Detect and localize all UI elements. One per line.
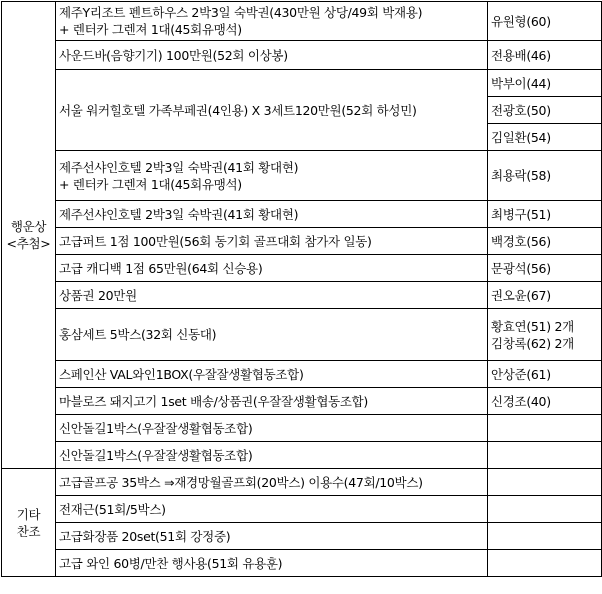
- prize-item: 전재근(51회/5박스): [56, 496, 488, 523]
- category-label: 행운상: [10, 219, 47, 234]
- winner: 문광석(56): [488, 255, 602, 282]
- table-row: [2, 201, 602, 228]
- prize-item: 상품권 20만원: [56, 282, 488, 309]
- winner: 전광호(50): [488, 97, 602, 124]
- table-row: [2, 309, 602, 361]
- winner: 안상준(61): [488, 361, 602, 388]
- table-row: [2, 2, 602, 41]
- table-row: [2, 41, 602, 70]
- prize-item: 신안돌길1박스(우잘잘생활협동조합): [56, 415, 488, 442]
- winner: 김일환(54): [488, 124, 602, 151]
- table-row: [2, 151, 602, 201]
- winner: [488, 496, 602, 523]
- winner: 박부이(44): [488, 70, 602, 97]
- prize-item: 신안돌길1박스(우잘잘생활협동조합): [56, 442, 488, 469]
- category-label: 기타: [16, 506, 41, 522]
- prize-item: 제주선샤인호텔 2박3일 숙박권(41회 황대현) + 렌터카 그렌져 1대(45회유맹석): [56, 151, 488, 201]
- table-row: [2, 282, 602, 309]
- prize-item: 고급화장품 20set(51회 강정중): [56, 523, 488, 550]
- prize-item: 마블로즈 돼지고기 1set 배송/상품권(우잘잘생활협동조합): [56, 388, 488, 415]
- table-row: [2, 415, 602, 442]
- winner: 백경호(56): [488, 228, 602, 255]
- table-row: [2, 361, 602, 388]
- table-row: [2, 388, 602, 415]
- winner: 유원형(60): [488, 2, 602, 41]
- winner: 최병구(51): [488, 201, 602, 228]
- prize-item: 제주Y리조트 펜트하우스 2박3일 숙박권(430만원 상당/49회 박재용) + 렌터카 그렌져 1대(45회유맹석): [56, 2, 488, 41]
- prize-item: 제주선샤인호텔 2박3일 숙박권(41회 황대현): [56, 201, 488, 228]
- prize-item: 서울 워커힐호텔 가족부페권(4인용) X 3세트120만원(52회 하성민): [56, 70, 488, 151]
- prize-item: 고급 와인 60병/만찬 행사용(51회 유용훈): [56, 550, 488, 577]
- winner: 신경조(40): [488, 388, 602, 415]
- table-row: [2, 70, 602, 97]
- prize-table: [1, 1, 602, 577]
- winner: 최용락(58): [488, 151, 602, 201]
- category-sublabel: <추첨>: [6, 236, 51, 251]
- table-row: [2, 469, 602, 496]
- table-row: [2, 496, 602, 523]
- winner: [488, 550, 602, 577]
- prize-item: 고급골프공 35박스 ⇒재경망월골프회(20박스) 이용수(47회/10박스): [56, 469, 488, 496]
- winner: 전용배(46): [488, 41, 602, 70]
- prize-item: 스페인산 VAL와인1BOX(우잘잘생활협동조합): [56, 361, 488, 388]
- table-row: [2, 442, 602, 469]
- table-row: [2, 523, 602, 550]
- winner: [488, 415, 602, 442]
- winner: 권오윤(67): [488, 282, 602, 309]
- table-row: [2, 228, 602, 255]
- prize-item: 고급퍼트 1점 100만원(56회 동기회 골프대회 참가자 일동): [56, 228, 488, 255]
- table-row: [2, 550, 602, 577]
- table-row: [2, 255, 602, 282]
- prize-item: 홍삼세트 5박스(32회 신동대): [56, 309, 488, 361]
- winner: [488, 469, 602, 496]
- category-sublabel: 찬조: [16, 523, 41, 539]
- category-other: [2, 469, 56, 577]
- winner: [488, 523, 602, 550]
- prize-item: 사운드바(음향기기) 100만원(52회 이상봉): [56, 41, 488, 70]
- prize-item: 고급 캐디백 1점 65만원(64회 신승용): [56, 255, 488, 282]
- category-lucky: [2, 2, 56, 469]
- winner: [488, 442, 602, 469]
- winner: 황효연(51) 2개 김창록(62) 2개: [488, 309, 602, 361]
